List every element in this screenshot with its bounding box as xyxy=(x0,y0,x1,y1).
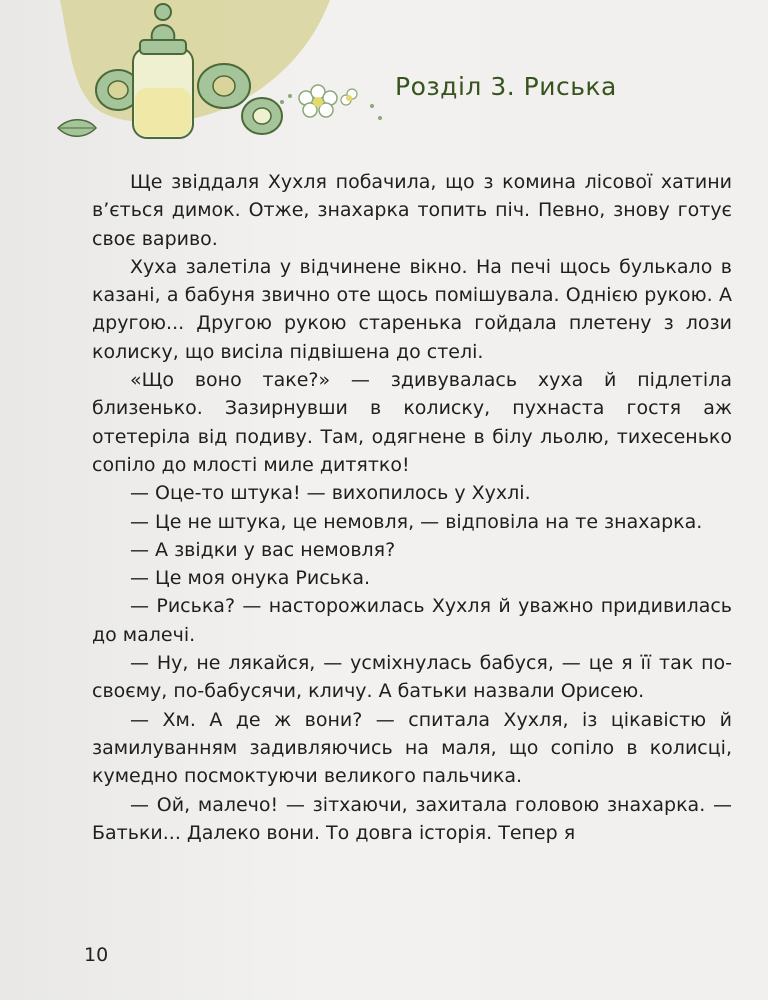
paragraph: — Ой, малечо! — зітхаючи, захитала головою знахарка. — Батьки... Далеко вони. То довга історія. Тепер я xyxy=(92,793,732,844)
paragraph: — Хм. А де ж вони? — спитала Хухля, із цікавістю й замилуванням задивляючись на маля, що сопіло в колисці, кумедно посмоктуючи великого пальчика. xyxy=(92,708,732,788)
page-number: 10 xyxy=(84,944,109,966)
paragraph: — А звідки у вас немовля? xyxy=(130,538,396,561)
paragraph: Ще звіддаля Хухля побачила, що з комина лісової хатини в’ється димок. Отже, знахарка топить піч. Певно, знову готує своє вариво. xyxy=(92,171,732,250)
paragraph: Хуха залетіла у відчинене вікно. На печі щось булькало в казані, а бабуня звично оте щось помішувала. Однією рукою. А другою... Другою рукою старенька гойдала плетену з лози колиску, що висіла підвішена до стелі. xyxy=(92,255,732,363)
paragraph: «Що воно таке?» — здивувалась хуха й підлетіла близенько. Зазирнувши в колиску, пухнаста гостя аж отетеріла від подиву. Там, одягнене в білу льолю, тихесенько сопіло до млості миле дитятко! xyxy=(92,369,732,476)
chapter-body xyxy=(92,168,732,847)
paragraph: — Це не штука, це немовля, — відповіла на те знахарка. xyxy=(130,510,703,533)
chapter-title: Розділ 3. Риська xyxy=(395,72,617,101)
chapter-header-illustration xyxy=(0,0,420,150)
watercolor-wash xyxy=(60,0,330,122)
paragraph: — Ну, не лякайся, — усміхнулась бабуся, — це я її так по-своєму, по-бабусячи, кличу. А батьки назвали Орисею. xyxy=(92,652,732,703)
paragraph: — Це моя онука Риська. xyxy=(130,567,371,590)
paragraph: — Оце-то штука! — вихопилось у Хухлі. xyxy=(130,482,531,505)
paragraph: — Риська? — насторожилась Хухля й уважно придивилась до малечі. xyxy=(92,595,732,646)
leaf-icon xyxy=(58,120,96,137)
flower-icon xyxy=(280,85,382,120)
